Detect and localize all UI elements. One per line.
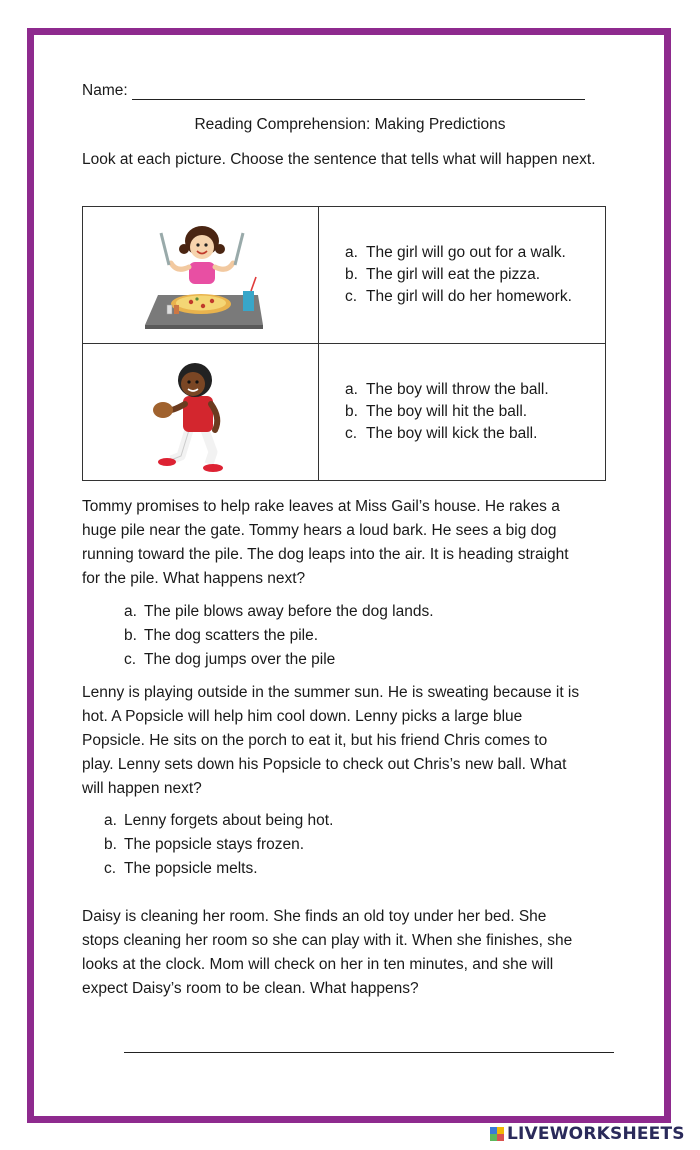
option-list bbox=[345, 242, 605, 308]
picture-table bbox=[82, 206, 606, 481]
brand-name: LIVEWORKSHEETS bbox=[507, 1124, 685, 1144]
name-input-line[interactable] bbox=[132, 82, 585, 100]
girl-eating-pizza-illustration bbox=[83, 207, 318, 338]
option-item[interactable]: a. The girl will go out for a walk. bbox=[345, 244, 566, 261]
choice-item[interactable]: b. The dog scatters the pile. bbox=[124, 627, 319, 644]
name-field-row bbox=[82, 82, 585, 100]
choices-tommy bbox=[124, 600, 434, 672]
passage-tommy: Tommy promises to help rake leaves at Miss Gail’s house. He rakes a huge pile near the gate. Tommy hears a loud bark. He sees a big dog running toward the pile. The dog leaps into the air. It is heading straight for the pile. What happens next? bbox=[82, 498, 569, 587]
option-list bbox=[345, 379, 605, 445]
boy-catching-ball-illustration bbox=[83, 344, 318, 475]
choice-item[interactable]: c. The popsicle melts. bbox=[104, 860, 258, 877]
option-item[interactable]: a. The boy will throw the ball. bbox=[345, 381, 549, 398]
option-item[interactable]: c. The girl will do her homework. bbox=[345, 288, 572, 305]
option-item[interactable]: b. The boy will hit the ball. bbox=[345, 403, 528, 420]
page-title: Reading Comprehension: Making Predictions bbox=[194, 116, 506, 133]
footer-brand bbox=[490, 1124, 685, 1144]
choice-item[interactable]: a. Lenny forgets about being hot. bbox=[104, 812, 334, 829]
option-item[interactable]: b. The girl will eat the pizza. bbox=[345, 266, 541, 283]
choice-item[interactable]: a. The pile blows away before the dog lands. bbox=[124, 603, 434, 620]
choices-lenny bbox=[104, 809, 333, 881]
choice-item[interactable]: c. The dog jumps over the pile bbox=[124, 651, 336, 668]
name-label: Name: bbox=[82, 82, 128, 99]
options-cell bbox=[319, 207, 606, 344]
choice-item[interactable]: b. The popsicle stays frozen. bbox=[104, 836, 305, 853]
passage-lenny: Lenny is playing outside in the summer sun. He is sweating because it is hot. A Popsicle will help him cool down. Lenny picks a large blue Popsicle. He sits on the porch to eat it, but his friend Chris comes to play. Lenny sets down his Popsicle to check out Chris’s new ball. What will happen next? bbox=[82, 684, 580, 797]
liveworksheets-logo-icon bbox=[490, 1127, 504, 1141]
passage-daisy: Daisy is cleaning her room. She finds an old toy under her bed. She stops cleaning her room so she can play with it. When she finishes, she looks at the clock. Mom will check on her in ten minutes, and she will expect Daisy’s room to be clean. What happens? bbox=[82, 908, 573, 997]
picture-cell bbox=[83, 344, 319, 481]
table-row bbox=[83, 344, 606, 481]
picture-cell bbox=[83, 207, 319, 344]
options-cell bbox=[319, 344, 606, 481]
answer-input-line[interactable] bbox=[124, 1052, 614, 1053]
instructions: Look at each picture. Choose the sentence that tells what will happen next. bbox=[82, 151, 596, 168]
option-item[interactable]: c. The boy will kick the ball. bbox=[345, 425, 538, 442]
table-row bbox=[83, 207, 606, 344]
